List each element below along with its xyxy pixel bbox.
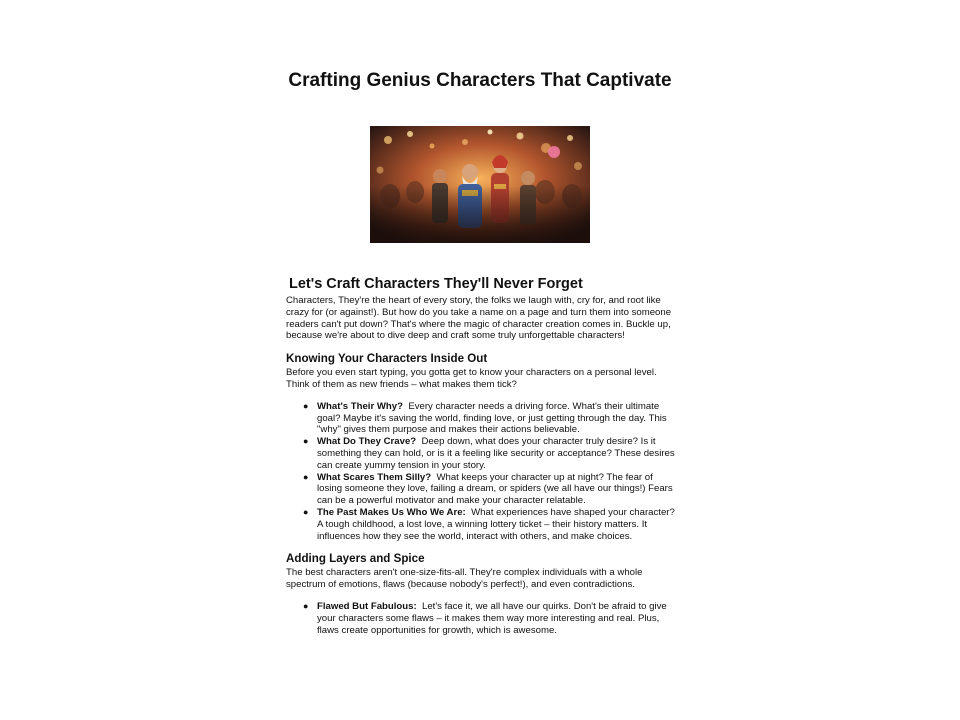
section-heading-craft-characters: Let's Craft Characters They'll Never Forget	[289, 276, 583, 292]
list-item	[303, 471, 678, 507]
list-item-text: Let's face it, we all have our quirks. Don't be afraid to give your characters some flaws – it makes them way more interesting and real. Plus, flaws create opportunities for growth, which is awesome.	[317, 600, 667, 636]
list-item	[303, 600, 678, 636]
list-item-text: What keeps your character up at night? The fear of losing someone they love, failing a dream, or spiders (we all have our things!) Fears can be a powerful motivator and make your character relatable.	[317, 471, 673, 507]
list-item-text: What experiences have shaped your character? A tough childhood, a lost love, a winning lottery ticket – their history matters. It influences how they see the world, interact with others, and make choices.	[317, 506, 675, 542]
document-body	[286, 276, 678, 636]
list-item	[303, 400, 678, 436]
list-item-term: Flawed But Fabulous:	[317, 600, 417, 612]
section-heading-layers-spice: Adding Layers and Spice	[286, 552, 425, 566]
document-title: Crafting Genius Characters That Captivate	[288, 70, 672, 91]
bullet-icon: ●	[303, 471, 309, 482]
section-heading-knowing-characters: Knowing Your Characters Inside Out	[286, 352, 488, 366]
bullet-icon: ●	[303, 506, 309, 517]
bullet-icon: ●	[303, 400, 309, 411]
bullet-icon: ●	[303, 600, 309, 611]
list-item-text: Every character needs a driving force. What's their ultimate goal? Maybe it's saving the world, finding love, or just getting through the day. This "why" gives them purpose and makes their actions believable.	[317, 400, 667, 436]
list-item-term: What's Their Why?	[317, 400, 403, 412]
fantasy-heroes-illustration-icon	[370, 126, 590, 243]
section-paragraph-intro: Characters, They're the heart of every story, the folks we laugh with, cry for, and root like crazy for (or against!). But how do you take a name on a page and turn them into someone readers can't put down? That's where the magic of character creation comes in. Buckle up, because we're about to dive deep and craft some truly unforgettable characters!	[286, 295, 672, 342]
list-item	[303, 436, 678, 471]
hero-image	[370, 126, 590, 243]
list-item-term: The Past Makes Us Who We Are:	[317, 506, 466, 518]
section-paragraph-knowing: Before you even start typing, you gotta get to know your characters on a personal level. Think of them as new friends – what makes them tick?	[286, 367, 657, 390]
list-item-term: What Do They Crave?	[317, 436, 417, 448]
layers-list	[286, 601, 678, 636]
bullet-icon: ●	[303, 436, 309, 447]
character-questions-list	[286, 401, 678, 543]
list-item-term: What Scares Them Silly?	[317, 471, 432, 483]
list-item	[303, 506, 678, 542]
section-paragraph-layers: The best characters aren't one-size-fits-all. They're complex individuals with a whole spectrum of emotions, flaws (because nobody's perfect!), and even contradictions.	[286, 567, 643, 591]
list-item-text: Deep down, what does your character truly desire? Is it something they can hold, or is it a feeling like security or acceptance? These desires can create yummy tension in your story.	[317, 436, 675, 471]
